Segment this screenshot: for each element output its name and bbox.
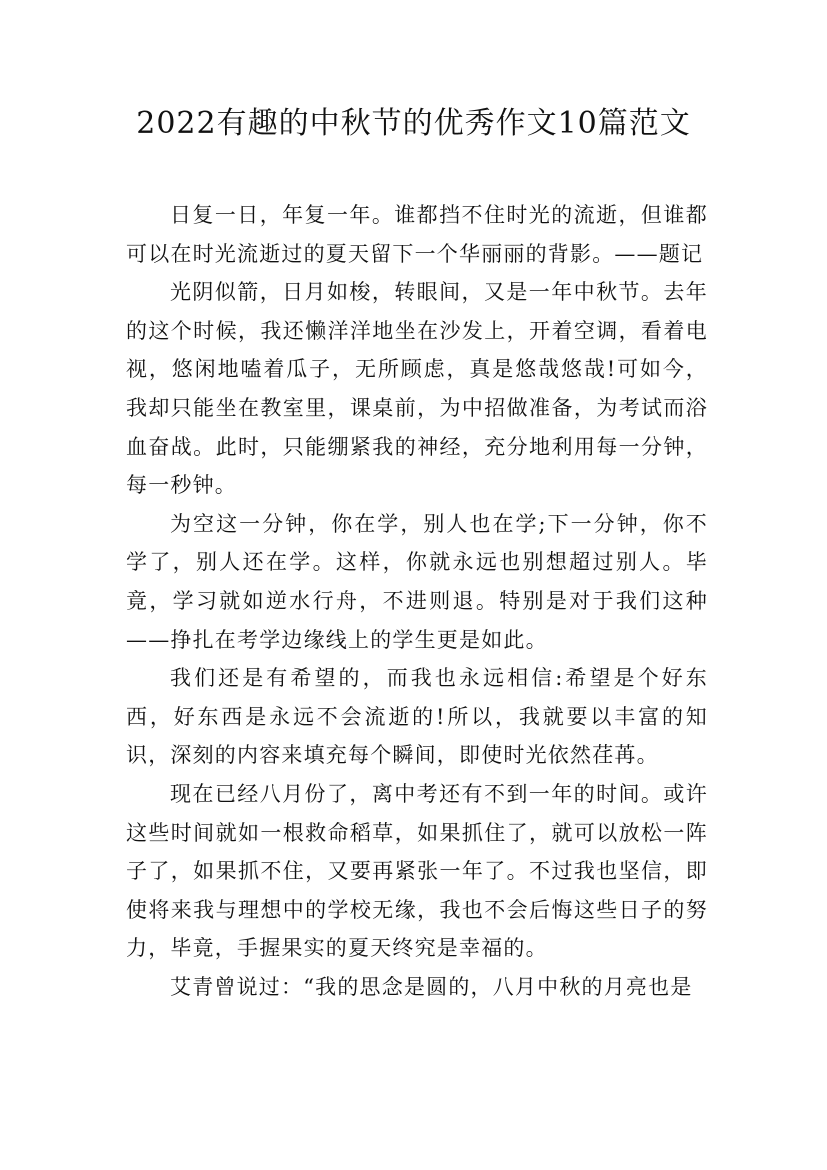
paragraph: 艾青曾说过：“我的思念是圆的，八月中秋的月亮也是 xyxy=(170,974,693,999)
document-title: 2022有趣的中秋节的优秀作文10篇范文 xyxy=(136,106,691,141)
paragraph: 我们还是有希望的，而我也永远相信:希望是个好东西，好东西是永远不会流逝的!所以，我就要以丰富的知识，深刻的内容来填充每个瞬间，即使时光依然荏苒。 xyxy=(126,666,708,768)
paragraph: 光阴似箭，日月如梭，转眼间，又是一年中秋节。去年的这个时候，我还懒洋洋地坐在沙发上，开着空调，看着电视，悠闲地嗑着瓜子，无所顾虑，真是悠哉悠哉!可如今，我却只能坐在教室里，课桌前，为中招做准备，为考试而浴血奋战。此时，只能绷紧我的神经，充分地利用每一分钟，每一秒钟。 xyxy=(126,280,708,498)
paragraph-epigraph: 日复一日，年复一年。谁都挡不住时光的流逝，但谁都可以在时光流逝过的夏天留下一个华丽丽的背影。——题记 xyxy=(126,203,708,266)
paragraph: 为空这一分钟，你在学，别人也在学;下一分钟，你不学了，别人还在学。这样，你就永远也别想超过别人。毕竟，学习就如逆水行舟，不进则退。特别是对于我们这种——挣扎在考学边缘线上的学生更是如此。 xyxy=(126,511,708,652)
paragraph: 现在已经八月份了，离中考还有不到一年的时间。或许这些时间就如一根救命稻草，如果抓住了，就可以放松一阵子了，如果抓不住，又要再紧张一年了。不过我也坚信，即使将来我与理想中的学校无缘，我也不会后悔这些日子的努力，毕竟，手握果实的夏天终究是幸福的。 xyxy=(126,781,708,961)
document-body xyxy=(126,196,708,1006)
